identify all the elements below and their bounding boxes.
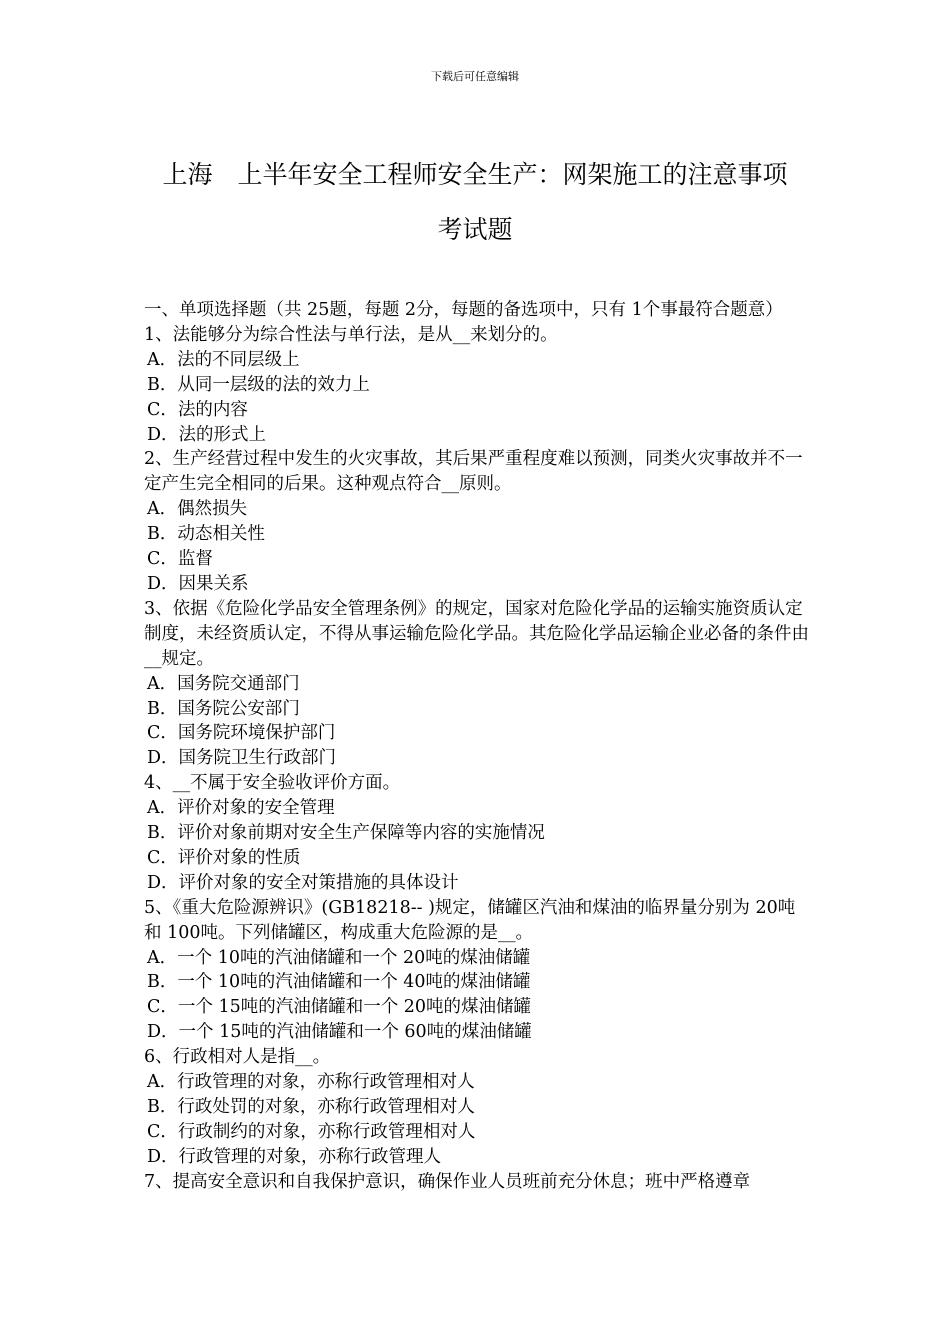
option-b: B．评价对象前期对安全生产保障等内容的实施情况 <box>147 823 545 844</box>
question-text: 3、依据《危险化学品安全管理条例》的规定，国家对危险化学品的运输实施资质认定制度，未经资质认定，不得从事运输危险化学品。其危险化学品运输企业必备的条件由__规定。 <box>144 598 809 669</box>
question-5 <box>144 896 810 1045</box>
option-c: C．国务院环境保护部门 <box>147 723 336 744</box>
question-text: 5、《重大危险源辨识》(GB18218-- )规定，储罐区汽油和煤油的临界量分别为 20吨和 100吨。下列储罐区，构成重大危险源的是__。 <box>144 897 796 943</box>
option-a: A．行政管理的对象，亦称行政管理相对人 <box>147 1072 475 1093</box>
option-c: C．法的内容 <box>147 399 248 420</box>
option-c: C．监督 <box>147 549 213 570</box>
question-7 <box>144 1170 810 1195</box>
option-d: D．国务院卫生行政部门 <box>147 748 337 769</box>
question-text: 4、__不属于安全验收评价方面。 <box>144 773 401 794</box>
option-a: A．偶然损失 <box>147 499 248 520</box>
option-a: A．法的不同层级上 <box>147 349 300 370</box>
question-text: 2、生产经营过程中发生的火灾事故，其后果严重程度难以预测，同类火灾事故并不一定产生完全相同的后果。这种观点符合__原则。 <box>144 449 803 495</box>
question-2 <box>144 447 810 596</box>
question-text: 7、提高安全意识和自我保护意识，确保作业人员班前充分休息；班中严格遵章 <box>144 1171 751 1192</box>
option-a: A．评价对象的安全管理 <box>147 798 335 819</box>
document-body <box>144 298 810 1195</box>
option-c: C．评价对象的性质 <box>147 847 301 868</box>
option-b: B．动态相关性 <box>147 524 265 545</box>
option-b: B．行政处罚的对象，亦称行政管理相对人 <box>147 1097 475 1117</box>
title-line-2: 考试题 <box>437 215 513 244</box>
option-c: C．行政制约的对象，亦称行政管理相对人 <box>147 1121 476 1142</box>
question-6 <box>144 1045 810 1170</box>
option-b: B．从同一层级的法的效力上 <box>147 374 370 395</box>
question-4 <box>144 771 810 896</box>
option-c: C．一个 15吨的汽油储罐和一个 20吨的煤油储罐 <box>147 997 532 1018</box>
page-header-note: 下载后可任意编辑 <box>431 70 519 83</box>
option-a: A．一个 10吨的汽油储罐和一个 20吨的煤油储罐 <box>147 947 531 968</box>
section-heading: 一、单项选择题（共 25题，每题 2分，每题的备选项中，只有 1个事最符合题意） <box>144 300 783 320</box>
option-d: D．一个 15吨的汽油储罐和一个 60吨的煤油储罐 <box>147 1022 532 1043</box>
option-d: D．评价对象的安全对策措施的具体设计 <box>147 872 459 893</box>
option-d: D．行政管理的对象，亦称行政管理人 <box>147 1146 442 1167</box>
question-text: 6、行政相对人是指__。 <box>144 1047 331 1068</box>
question-text: 1、法能够分为综合性法与单行法，是从__来划分的。 <box>144 324 558 345</box>
document-title <box>120 147 830 257</box>
question-1 <box>144 323 810 448</box>
option-a: A．国务院交通部门 <box>147 673 300 694</box>
title-line-1: 上海 上半年安全工程师安全生产：网架施工的注意事项 <box>162 160 788 189</box>
option-d: D．法的形式上 <box>147 424 267 445</box>
option-b: B．一个 10吨的汽油储罐和一个 40吨的煤油储罐 <box>147 972 531 993</box>
option-d: D．因果关系 <box>147 573 249 594</box>
option-b: B．国务院公安部门 <box>147 698 300 719</box>
question-3 <box>144 597 810 771</box>
